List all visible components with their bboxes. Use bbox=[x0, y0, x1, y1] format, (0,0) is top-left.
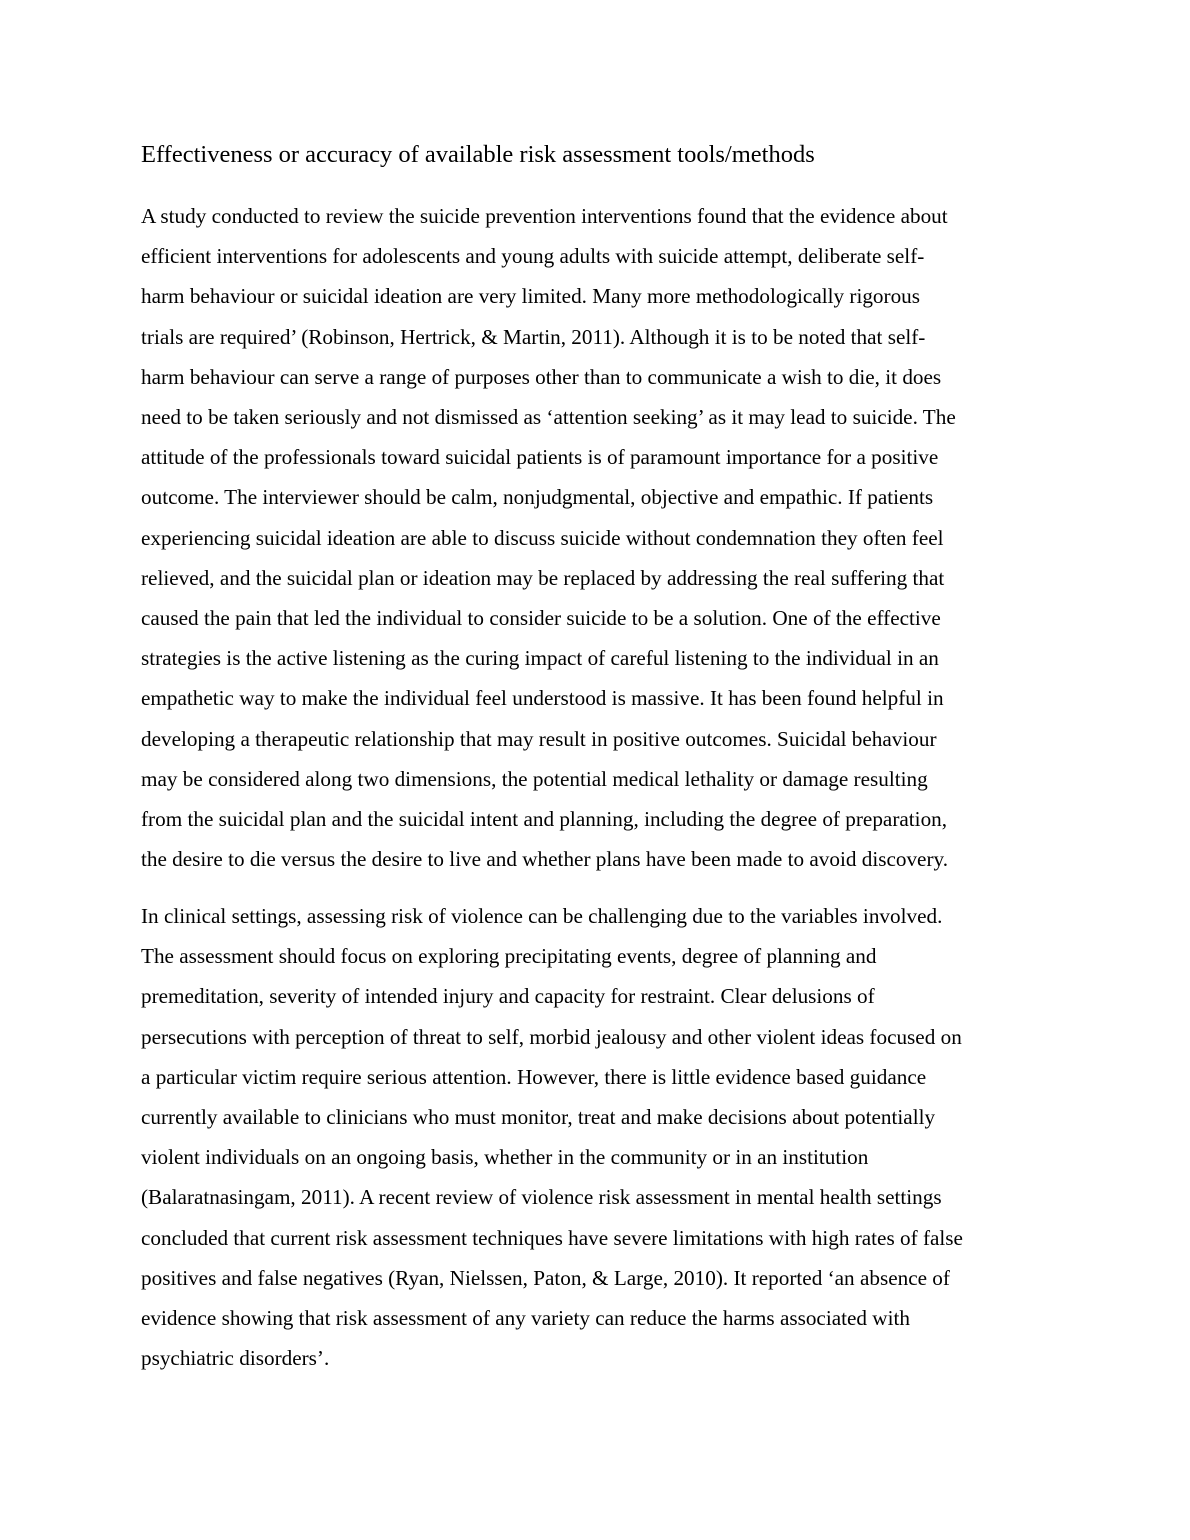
text-line: from the suicidal plan and the suicidal intent and planning, including the degree of preparation, bbox=[141, 807, 948, 832]
text-line: a particular victim require serious attention. However, there is little evidence based guidance bbox=[141, 1064, 927, 1089]
paragraph-2 bbox=[141, 896, 963, 1378]
text-line: outcome. The interviewer should be calm, nonjudgmental, objective and empathic. If patients bbox=[141, 485, 934, 510]
text-line: harm behaviour can serve a range of purposes other than to communicate a wish to die, it does bbox=[141, 364, 942, 389]
text-line: need to be taken seriously and not dismissed as ‘attention seeking’ as it may lead to suicide. The bbox=[141, 405, 956, 430]
text-line: currently available to clinicians who must monitor, treat and make decisions about potentially bbox=[141, 1105, 936, 1130]
text-line: empathetic way to make the individual feel understood is massive. It has been found helpful in bbox=[141, 686, 944, 711]
text-line: premeditation, severity of intended injury and capacity for restraint. Clear delusions of bbox=[141, 984, 875, 1009]
text-line: persecutions with perception of threat to self, morbid jealousy and other violent ideas focused on bbox=[141, 1024, 962, 1049]
text-line: (Balaratnasingam, 2011). A recent review of violence risk assessment in mental health settings bbox=[141, 1185, 942, 1210]
text-line: caused the pain that led the individual to consider suicide to be a solution. One of the effective bbox=[141, 606, 941, 631]
text-line: the desire to die versus the desire to live and whether plans have been made to avoid discovery. bbox=[141, 847, 949, 872]
text-line: harm behaviour or suicidal ideation are very limited. Many more methodologically rigorous bbox=[141, 284, 921, 309]
text-line: strategies is the active listening as the curing impact of careful listening to the individual in an bbox=[141, 646, 939, 671]
text-line: concluded that current risk assessment techniques have severe limitations with high rates of false bbox=[141, 1225, 963, 1250]
text-line: may be considered along two dimensions, the potential medical lethality or damage resulting bbox=[141, 766, 928, 791]
text-line: In clinical settings, assessing risk of violence can be challenging due to the variables involved. bbox=[141, 904, 943, 928]
text-line: violent individuals on an ongoing basis, whether in the community or in an institution bbox=[141, 1145, 869, 1170]
text-line: attitude of the professionals toward suicidal patients is of paramount importance for a positive bbox=[141, 445, 939, 470]
text-line: trials are required’ (Robinson, Hertrick, & Martin, 2011). Although it is to be noted that self- bbox=[141, 324, 926, 349]
text-line: efficient interventions for adolescents and young adults with suicide attempt, deliberate self- bbox=[141, 244, 925, 269]
section-heading: Effectiveness or accuracy of available risk assessment tools/methods bbox=[141, 141, 815, 168]
text-line: The assessment should focus on exploring precipitating events, degree of planning and bbox=[141, 944, 877, 969]
text-line: A study conducted to review the suicide prevention interventions found that the evidence about bbox=[141, 204, 948, 228]
text-line: experiencing suicidal ideation are able to discuss suicide without condemnation they often feel bbox=[141, 525, 944, 550]
text-line: developing a therapeutic relationship that may result in positive outcomes. Suicidal behaviour bbox=[141, 726, 937, 751]
text-line: psychiatric disorders’. bbox=[141, 1346, 330, 1371]
text-line: evidence showing that risk assessment of any variety can reduce the harms associated with bbox=[141, 1306, 910, 1331]
paragraph-1 bbox=[141, 196, 956, 879]
text-line: relieved, and the suicidal plan or ideation may be replaced by addressing the real suffering that bbox=[141, 565, 945, 590]
text-line: positives and false negatives (Ryan, Nielssen, Paton, & Large, 2010). It reported ‘an absence of bbox=[141, 1265, 950, 1290]
